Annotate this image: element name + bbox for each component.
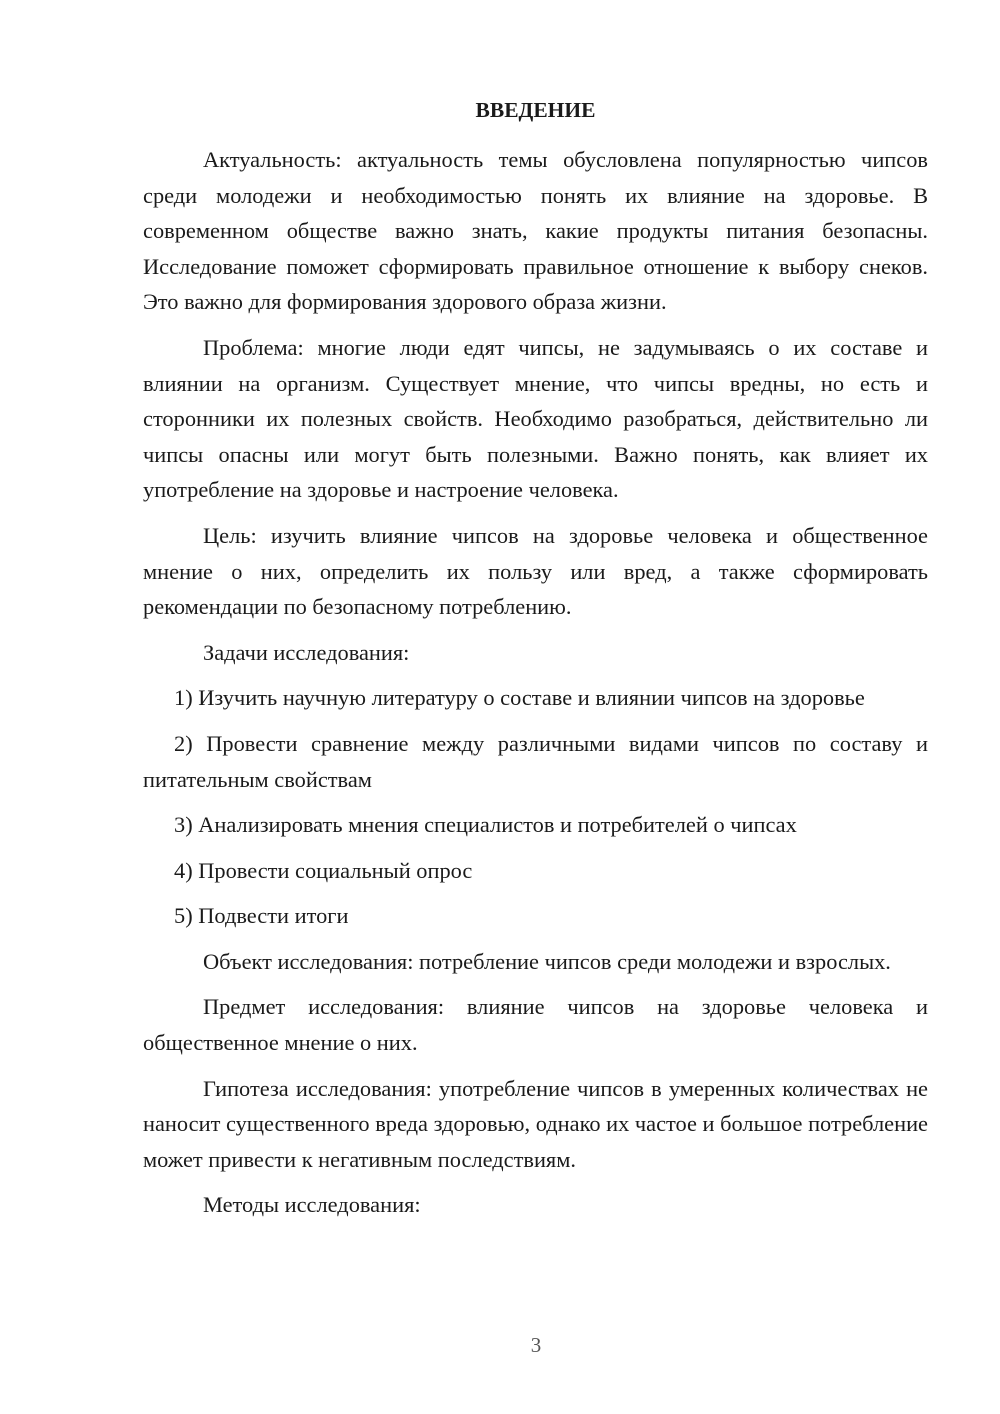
paragraph-tasks-heading: Задачи исследования: <box>203 639 410 665</box>
task-item-2: 2) Провести сравнение между различными видами чипсов по составу и питательным свойствам <box>143 730 928 792</box>
paragraph-hypothesis: Гипотеза исследования: употребление чипсов в умеренных количествах не наносит существенного вреда здоровью, однако их частое и большое потребление может привести к негативным последствиям. <box>143 1075 928 1172</box>
paragraph-relevance: Актуальность: актуальность темы обусловлена популярностью чипсов среди молодежи и необходимостью понять их влияние на здоровье. В современном обществе важно знать, какие продукты питания безопасны. Исследование поможет сформировать правильное отношение к выбору снеков. Это важно для формирования здорового образа жизни. <box>143 147 928 315</box>
task-item-3: 3) Анализировать мнения специалистов и потребителей о чипсах <box>174 812 797 838</box>
page-number: 3 <box>530 1333 542 1357</box>
task-item-5: 5) Подвести итоги <box>174 903 349 929</box>
task-item-4: 4) Провести социальный опрос <box>174 857 473 883</box>
paragraph-problem: Проблема: многие люди едят чипсы, не задумываясь о их составе и влиянии на организм. Существует мнение, что чипсы вредны, но есть и сторонники их полезных свойств. Необходимо разобраться, действительно ли чипсы опасны или могут быть полезными. Важно понять, как влияет их употребление на здоровье и настроение человека. <box>143 334 928 503</box>
paragraph-object: Объект исследования: потребление чипсов среди молодежи и взрослых. <box>203 948 891 974</box>
section-title: ВВЕДЕНИЕ <box>475 98 596 122</box>
paragraph-methods-heading: Методы исследования: <box>203 1192 421 1218</box>
paragraph-subject: Предмет исследования: влияние чипсов на здоровье человека и общественное мнение о них. <box>143 994 928 1056</box>
document-page <box>143 92 928 1233</box>
paragraph-goal: Цель: изучить влияние чипсов на здоровье человека и общественное мнение о них, определить их пользу или вред, а также сформировать рекомендации по безопасному потреблению. <box>143 522 928 620</box>
task-item-1: 1) Изучить научную литературу о составе и влиянии чипсов на здоровье <box>174 685 865 711</box>
